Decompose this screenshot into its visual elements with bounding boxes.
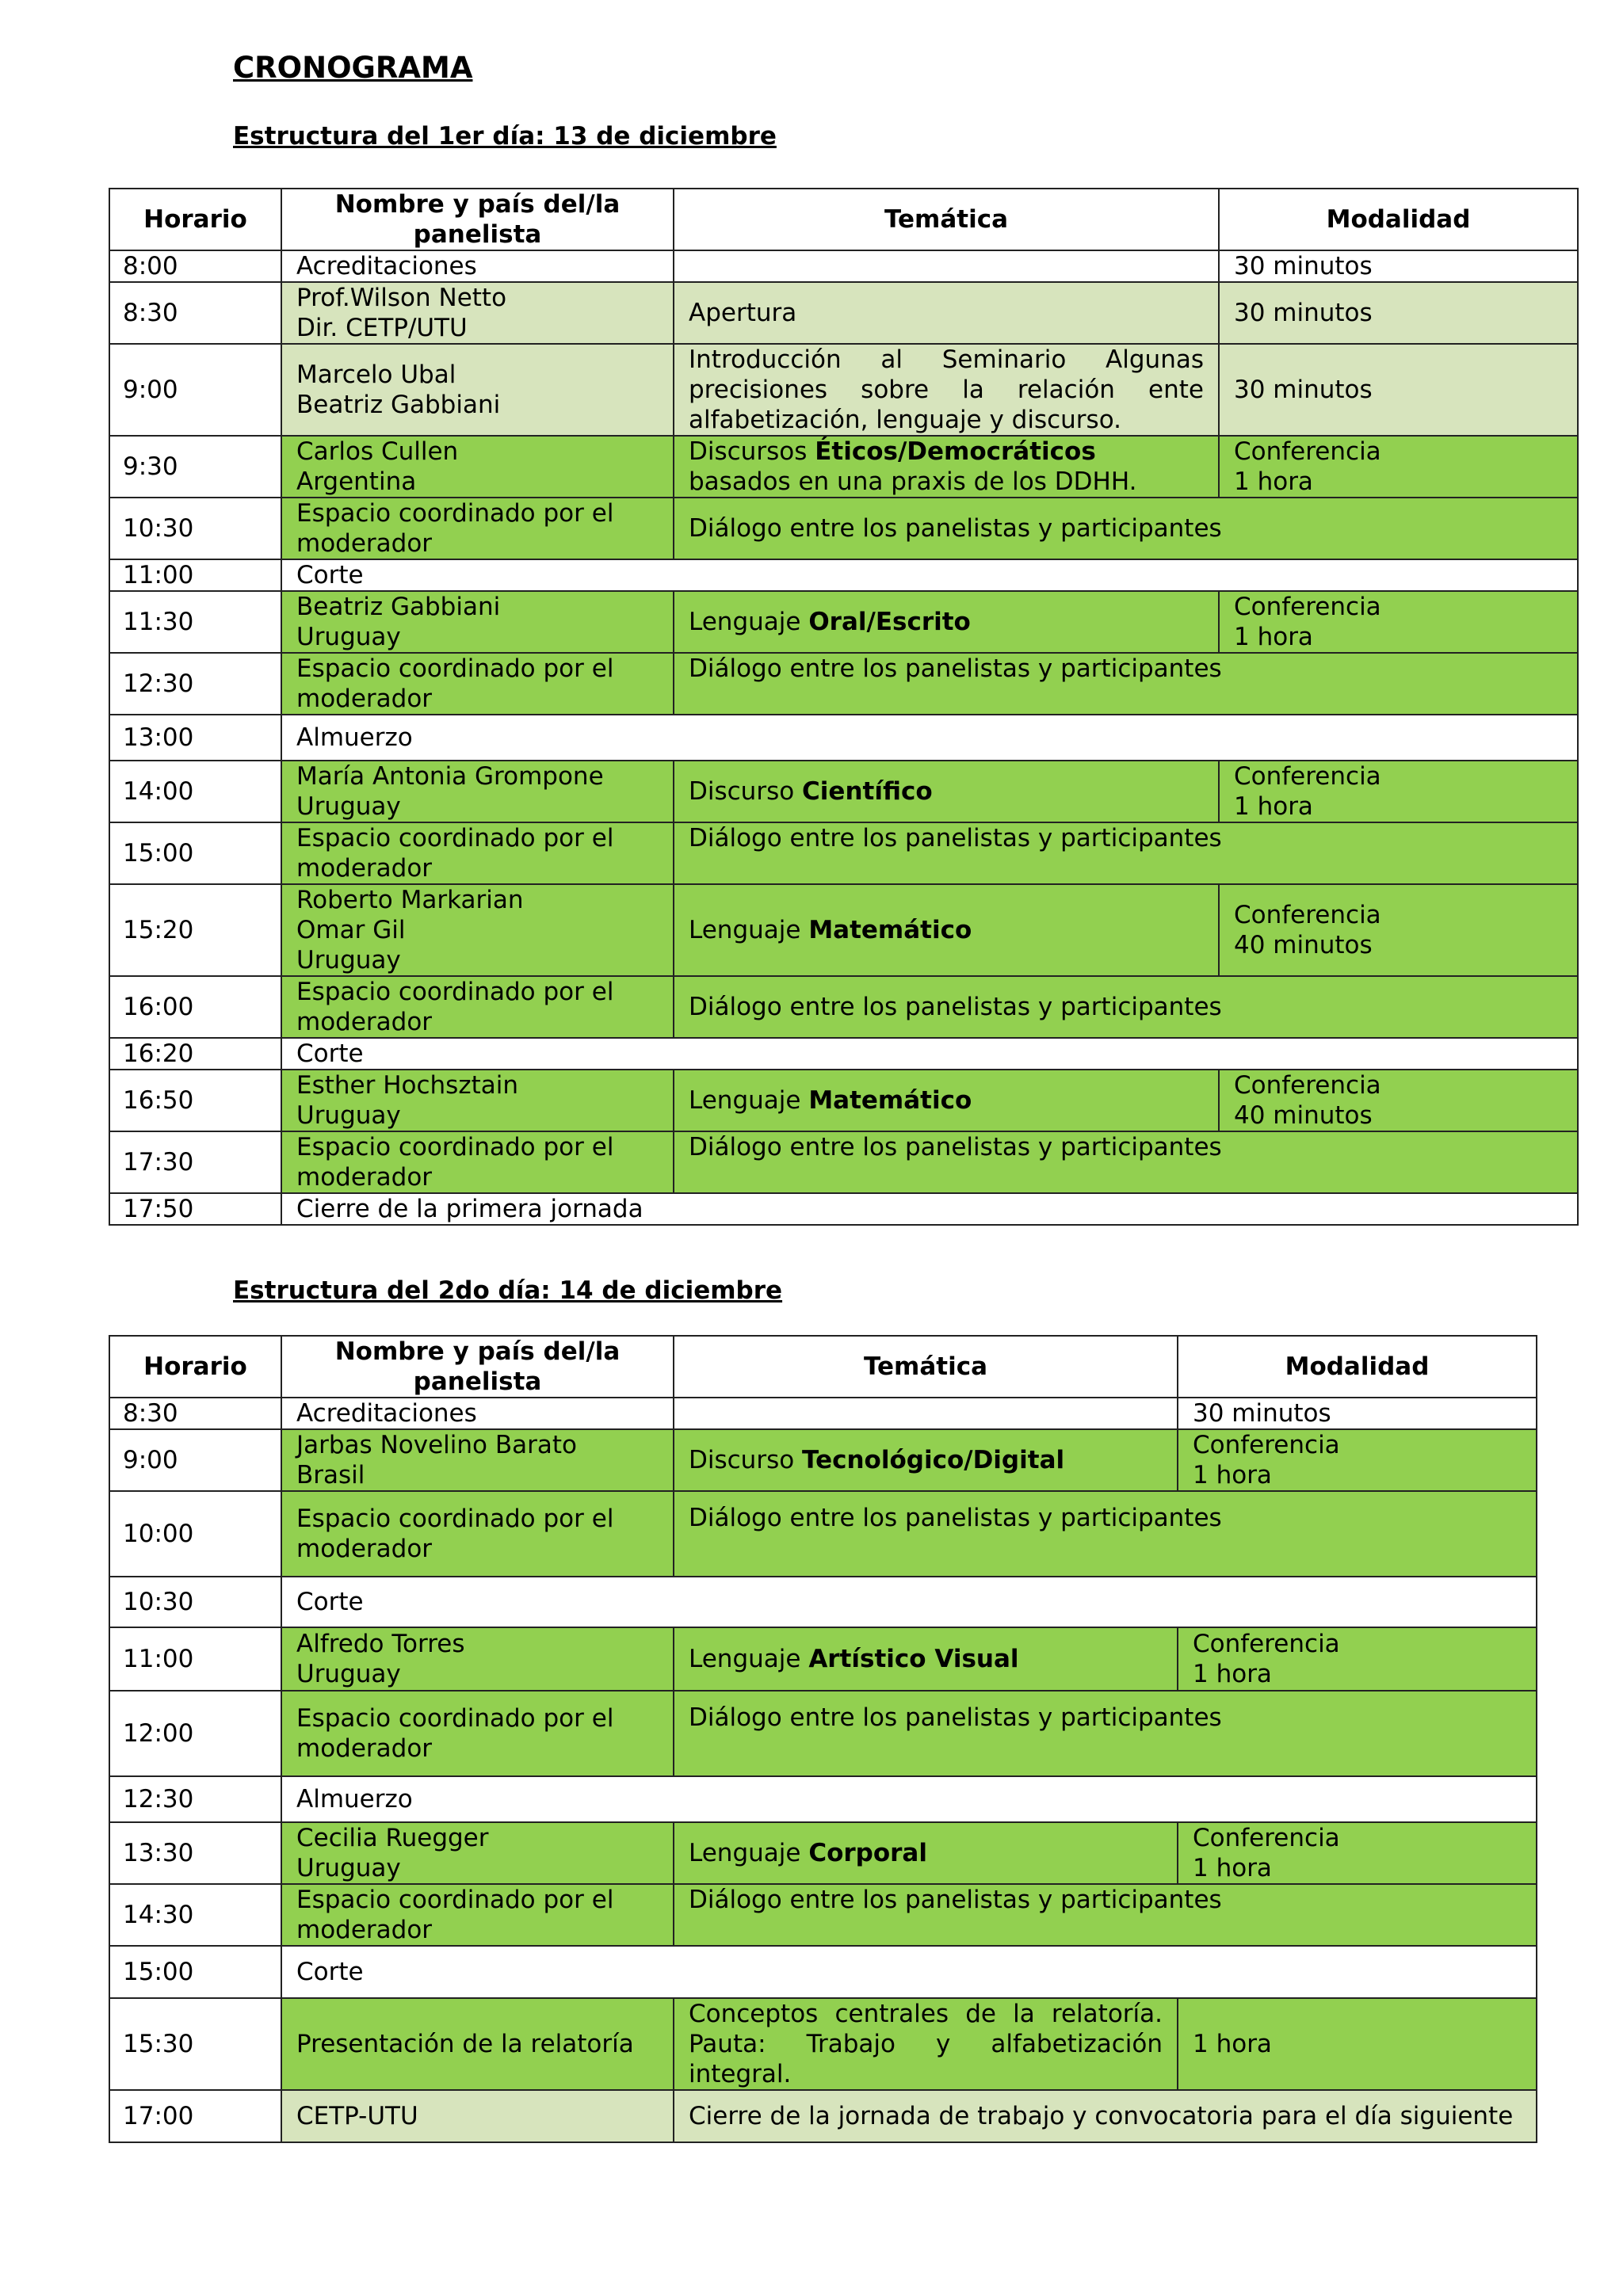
theme-cell (674, 1429, 1178, 1491)
theme-cell (674, 250, 1219, 282)
name-cell: Espacio coordinado por el moderador (281, 1491, 674, 1577)
name-cell: Corte (281, 559, 1578, 591)
name-cell: Espacio coordinado por el moderador (281, 1884, 674, 1946)
theme-text-cont: basados en una praxis de los DDHH. (689, 467, 1137, 496)
mode-cell: 30 minutos (1219, 282, 1578, 344)
table-header-row (109, 189, 1578, 250)
name-cell: Corte (281, 1946, 1537, 1998)
theme-highlight: Tecnológico/Digital (802, 1446, 1065, 1474)
name-cell: Espacio coordinado por el moderador (281, 498, 674, 559)
theme-text: Discursos (689, 437, 815, 466)
table-row (109, 822, 1578, 884)
time-cell: 17:30 (109, 1131, 281, 1193)
name-cell: Espacio coordinado por el moderador (281, 822, 674, 884)
name-cell: Corte (281, 1038, 1578, 1070)
time-cell: 11:00 (109, 559, 281, 591)
theme-cell: Conceptos centrales de la relatoría. Pauta: Trabajo y alfabetización integral. (674, 1998, 1178, 2090)
time-cell: 9:00 (109, 344, 281, 436)
table-row (109, 1691, 1537, 1776)
table-row (109, 1577, 1537, 1627)
theme-text: Discurso (689, 777, 803, 806)
name-cell: Espacio coordinado por el moderador (281, 1691, 674, 1776)
page-title: CRONOGRAMA (233, 51, 473, 85)
theme-text: Lenguaje (689, 1645, 809, 1673)
mode-cell: Conferencia 1 hora (1219, 436, 1578, 498)
name-cell: Almuerzo (281, 715, 1578, 761)
header-name: Nombre y país del/la panelista (281, 1336, 674, 1398)
theme-cell: Diálogo entre los panelistas y participantes (674, 1691, 1537, 1776)
mode-cell: Conferencia 40 minutos (1219, 884, 1578, 976)
time-cell: 16:00 (109, 976, 281, 1038)
time-cell: 12:00 (109, 1691, 281, 1776)
table-row (109, 2090, 1537, 2142)
name-cell: Cierre de la primera jornada (281, 1193, 1578, 1225)
name-cell: Acreditaciones (281, 250, 674, 282)
table-row (109, 1946, 1537, 1998)
day1-schedule-table (109, 188, 1579, 1226)
time-cell: 8:30 (109, 282, 281, 344)
theme-highlight: Matemático (808, 1086, 972, 1115)
name-cell: Beatriz Gabbiani Uruguay (281, 591, 674, 653)
theme-cell (674, 1398, 1178, 1429)
theme-highlight: Éticos/Democráticos (815, 437, 1096, 466)
table-row (109, 436, 1578, 498)
table-row (109, 498, 1578, 559)
mode-cell: Conferencia 1 hora (1178, 1429, 1537, 1491)
table-row (109, 1884, 1537, 1946)
time-cell: 17:50 (109, 1193, 281, 1225)
name-cell: Acreditaciones (281, 1398, 674, 1429)
name-cell: Marcelo Ubal Beatriz Gabbiani (281, 344, 674, 436)
time-cell: 13:30 (109, 1822, 281, 1884)
day2-schedule-table (109, 1335, 1537, 2143)
mode-cell: Conferencia 1 hora (1178, 1627, 1537, 1691)
theme-cell (674, 1627, 1178, 1691)
mode-cell: 30 minutos (1219, 344, 1578, 436)
theme-cell (674, 884, 1219, 976)
table-row (109, 653, 1578, 715)
theme-cell: Diálogo entre los panelistas y participantes (674, 653, 1578, 715)
table-row (109, 1038, 1578, 1070)
table-row (109, 559, 1578, 591)
time-cell: 15:20 (109, 884, 281, 976)
theme-cell (674, 591, 1219, 653)
theme-cell: Diálogo entre los panelistas y participantes (674, 1491, 1537, 1577)
theme-highlight: Matemático (808, 916, 972, 944)
name-cell: Roberto Markarian Omar Gil Uruguay (281, 884, 674, 976)
header-mode: Modalidad (1219, 189, 1578, 250)
time-cell: 11:00 (109, 1627, 281, 1691)
theme-highlight: Científico (802, 777, 933, 806)
theme-highlight: Artístico Visual (808, 1645, 1019, 1673)
time-cell: 17:00 (109, 2090, 281, 2142)
mode-cell: 1 hora (1178, 1998, 1537, 2090)
time-cell: 15:30 (109, 1998, 281, 2090)
name-cell: Prof.Wilson Netto Dir. CETP/UTU (281, 282, 674, 344)
time-cell: 15:00 (109, 1946, 281, 1998)
time-cell: 15:00 (109, 822, 281, 884)
name-cell: Cecilia Ruegger Uruguay (281, 1822, 674, 1884)
time-cell: 8:30 (109, 1398, 281, 1429)
theme-cell: Diálogo entre los panelistas y participantes (674, 1884, 1537, 1946)
theme-text: Discurso (689, 1446, 803, 1474)
header-theme: Temática (674, 1336, 1178, 1398)
day1-heading: Estructura del 1er día: 13 de diciembre (233, 122, 777, 151)
table-row (109, 591, 1578, 653)
theme-cell: Diálogo entre los panelistas y participantes (674, 498, 1578, 559)
name-cell: Alfredo Torres Uruguay (281, 1627, 674, 1691)
table-row (109, 1998, 1537, 2090)
name-cell: Espacio coordinado por el moderador (281, 653, 674, 715)
time-cell: 16:50 (109, 1070, 281, 1131)
header-name: Nombre y país del/la panelista (281, 189, 674, 250)
name-cell: Almuerzo (281, 1776, 1537, 1822)
time-cell: 12:30 (109, 653, 281, 715)
theme-cell: Apertura (674, 282, 1219, 344)
table-row (109, 1131, 1578, 1193)
day2-heading: Estructura del 2do día: 14 de diciembre (233, 1276, 783, 1305)
mode-cell: Conferencia 1 hora (1178, 1822, 1537, 1884)
table-row (109, 344, 1578, 436)
mode-cell: Conferencia 1 hora (1219, 761, 1578, 822)
name-cell: Carlos Cullen Argentina (281, 436, 674, 498)
mode-cell: 30 minutos (1219, 250, 1578, 282)
header-mode: Modalidad (1178, 1336, 1537, 1398)
name-cell: Corte (281, 1577, 1537, 1627)
name-cell: María Antonia Grompone Uruguay (281, 761, 674, 822)
table-row (109, 1491, 1537, 1577)
table-row (109, 1193, 1578, 1225)
table-row (109, 1398, 1537, 1429)
name-cell: CETP-UTU (281, 2090, 674, 2142)
table-header-row (109, 1336, 1537, 1398)
time-cell: 8:00 (109, 250, 281, 282)
theme-text: Lenguaje (689, 1839, 809, 1867)
header-time: Horario (109, 1336, 281, 1398)
table-row (109, 282, 1578, 344)
time-cell: 9:00 (109, 1429, 281, 1491)
table-row (109, 1070, 1578, 1131)
time-cell: 14:30 (109, 1884, 281, 1946)
table-row (109, 1776, 1537, 1822)
theme-text: Lenguaje (689, 1086, 809, 1115)
time-cell: 13:00 (109, 715, 281, 761)
header-time: Horario (109, 189, 281, 250)
header-theme: Temática (674, 189, 1219, 250)
table-row (109, 884, 1578, 976)
mode-cell: Conferencia 1 hora (1219, 591, 1578, 653)
table-row (109, 1627, 1537, 1691)
time-cell: 10:00 (109, 1491, 281, 1577)
theme-cell: Diálogo entre los panelistas y participantes (674, 976, 1578, 1038)
name-cell: Jarbas Novelino Barato Brasil (281, 1429, 674, 1491)
theme-cell: Introducción al Seminario Algunas precisiones sobre la relación ente alfabetización, lenguaje y discurso. (674, 344, 1219, 436)
time-cell: 10:30 (109, 1577, 281, 1627)
time-cell: 9:30 (109, 436, 281, 498)
name-cell: Espacio coordinado por el moderador (281, 976, 674, 1038)
theme-cell: Diálogo entre los panelistas y participantes (674, 822, 1578, 884)
table-row (109, 1429, 1537, 1491)
theme-text: Lenguaje (689, 608, 809, 636)
theme-cell: Cierre de la jornada de trabajo y convocatoria para el día siguiente (674, 2090, 1537, 2142)
time-cell: 16:20 (109, 1038, 281, 1070)
theme-cell: Diálogo entre los panelistas y participantes (674, 1131, 1578, 1193)
mode-cell: 30 minutos (1178, 1398, 1537, 1429)
name-cell: Esther Hochsztain Uruguay (281, 1070, 674, 1131)
table-row (109, 1822, 1537, 1884)
table-row (109, 761, 1578, 822)
mode-cell: Conferencia 40 minutos (1219, 1070, 1578, 1131)
theme-cell (674, 761, 1219, 822)
time-cell: 12:30 (109, 1776, 281, 1822)
time-cell: 10:30 (109, 498, 281, 559)
theme-cell (674, 1070, 1219, 1131)
time-cell: 11:30 (109, 591, 281, 653)
theme-cell (674, 1822, 1178, 1884)
theme-highlight: Oral/Escrito (808, 608, 971, 636)
name-cell: Presentación de la relatoría (281, 1998, 674, 2090)
theme-highlight: Corporal (808, 1839, 927, 1867)
table-row (109, 976, 1578, 1038)
name-cell: Espacio coordinado por el moderador (281, 1131, 674, 1193)
table-row (109, 250, 1578, 282)
theme-cell (674, 436, 1219, 498)
table-row (109, 715, 1578, 761)
theme-text: Lenguaje (689, 916, 809, 944)
time-cell: 14:00 (109, 761, 281, 822)
